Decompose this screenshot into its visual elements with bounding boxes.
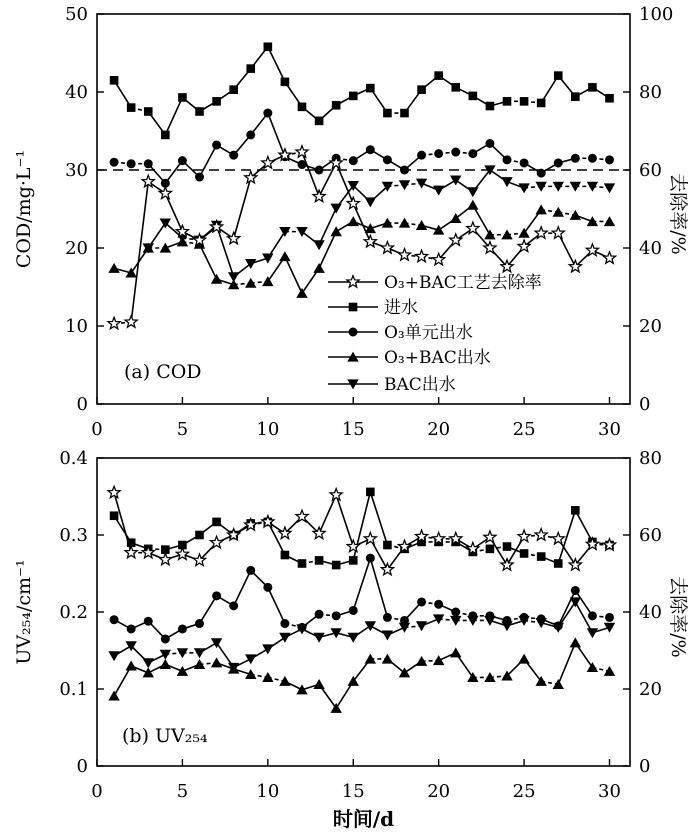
marker-circle [315,166,324,175]
marker-square [383,109,392,118]
panel-label: (b) UV₂₅₄ [122,725,208,747]
marker-circle [451,148,460,157]
marker-circle [605,155,614,164]
y-right-axis-title: 去除率/% [667,576,689,658]
marker-square [383,541,392,550]
marker-circle [520,158,529,167]
marker-square [144,107,153,116]
marker-square [298,559,307,568]
marker-circle [144,159,153,168]
marker-circle [468,149,477,158]
right-tick-label: 40 [639,602,662,623]
left-tick-label: 10 [65,316,88,337]
marker-circle [212,591,221,600]
x-tick-label: 5 [176,419,189,440]
right-tick-label: 80 [639,82,662,103]
marker-square [571,506,580,515]
legend-label: 进水 [384,298,418,318]
marker-circle [178,624,187,633]
x-tick-label: 0 [91,781,103,802]
marker-circle [263,109,272,118]
right-tick-label: 60 [639,160,662,181]
legend-label: O₃+BAC工艺去除率 [384,273,542,293]
marker-square [195,107,204,116]
marker-circle [417,151,426,160]
x-tick-label: 25 [512,781,536,802]
marker-square [469,92,478,101]
marker-circle [417,597,426,606]
left-tick-label: 40 [65,82,88,103]
y-left-axis-title: UV₂₅₄/cm⁻¹ [13,559,35,665]
left-tick-label: 0.2 [59,602,88,623]
right-tick-label: 20 [639,679,662,700]
marker-square [366,488,375,497]
x-tick-label: 15 [341,781,365,802]
marker-circle [280,619,289,628]
marker-circle [263,583,272,592]
marker-circle [246,130,255,139]
marker-circle [588,154,597,163]
marker-square [332,101,341,110]
y-left-axis-title: COD/mg·L⁻¹ [13,149,35,269]
marker-square [195,531,204,540]
marker-square [537,552,546,561]
marker-circle [229,601,238,610]
marker-square [315,117,324,126]
marker-square [332,561,341,570]
marker-circle [383,155,392,164]
x-tick-label: 20 [427,781,451,802]
marker-circle [110,158,119,167]
marker-square [588,83,597,92]
x-tick-label: 10 [256,419,280,440]
marker-square [349,556,358,565]
left-tick-label: 0.4 [59,448,88,469]
marker-circle [349,606,358,615]
left-tick-label: 0.1 [59,679,88,700]
x-tick-label: 0 [91,419,103,440]
marker-square [264,42,273,51]
x-tick-label: 30 [598,781,621,802]
marker-circle [434,600,443,609]
marker-circle [366,145,375,154]
marker-circle [383,613,392,622]
x-tick-label: 20 [427,419,451,440]
marker-square [281,551,290,560]
marker-circle [161,634,170,643]
marker-square [554,559,563,568]
marker-square [229,85,238,94]
marker-circle [178,156,187,165]
marker-square [520,97,529,106]
marker-square [178,93,187,102]
marker-square [503,542,512,551]
marker-circle [332,611,341,620]
marker-square [110,511,119,520]
marker-square [486,102,495,111]
legend-label: O₃单元出水 [384,323,473,343]
marker-circle [537,169,546,178]
marker-square [571,92,580,101]
marker-square [400,109,409,118]
marker-circle [127,159,136,168]
marker-square [451,83,460,92]
marker-circle [195,173,204,182]
panel-label: (a) COD [124,361,202,383]
marker-circle [554,158,563,167]
marker-circle [485,139,494,148]
x-axis-title: 时间/d [332,807,395,831]
marker-square [298,103,307,112]
marker-circle [127,624,136,633]
marker-square [110,76,119,85]
x-tick-label: 5 [176,781,189,802]
left-tick-label: 0 [76,394,88,415]
marker-circle [110,615,119,624]
marker-circle [195,619,204,628]
marker-square [605,94,614,103]
marker-circle [246,566,255,575]
marker-circle [229,151,238,160]
marker-square [434,71,443,80]
marker-circle [588,611,597,620]
marker-circle [349,328,358,337]
x-tick-label: 30 [598,419,621,440]
left-tick-label: 0 [76,756,88,777]
marker-circle [571,586,580,595]
left-tick-label: 30 [65,160,88,181]
marker-square [315,556,324,565]
marker-square [349,92,358,101]
marker-square [349,303,358,312]
marker-square [537,99,546,108]
right-tick-label: 0 [639,394,651,415]
marker-square [417,85,426,94]
marker-square [503,97,512,106]
x-tick-label: 15 [341,419,365,440]
y-right-axis-title: 去除率/% [667,173,689,255]
marker-circle [349,156,358,165]
legend-label: O₃+BAC出水 [384,348,491,368]
marker-square [486,545,495,554]
marker-circle [212,141,221,150]
marker-circle [503,155,512,164]
x-tick-label: 10 [256,781,280,802]
marker-circle [451,608,460,617]
marker-circle [144,617,153,626]
marker-square [246,64,255,73]
right-tick-label: 100 [639,4,674,25]
left-tick-label: 0.3 [59,525,88,546]
marker-square [161,131,170,140]
right-tick-label: 0 [639,756,651,777]
left-tick-label: 50 [65,4,88,25]
marker-square [127,103,136,112]
marker-square [212,518,221,527]
marker-square [366,84,375,93]
marker-circle [434,149,443,158]
right-tick-label: 60 [639,525,662,546]
marker-circle [366,554,375,563]
marker-square [281,78,290,87]
marker-circle [315,610,324,619]
marker-circle [571,154,580,163]
right-tick-label: 20 [639,316,662,337]
right-tick-label: 80 [639,448,662,469]
left-tick-label: 20 [65,238,88,259]
marker-square [554,71,563,80]
marker-circle [605,613,614,622]
marker-square [212,97,221,106]
marker-square [520,549,529,558]
marker-circle [400,166,409,175]
right-tick-label: 40 [639,238,662,259]
legend-label: BAC出水 [384,375,456,395]
x-tick-label: 25 [512,419,536,440]
